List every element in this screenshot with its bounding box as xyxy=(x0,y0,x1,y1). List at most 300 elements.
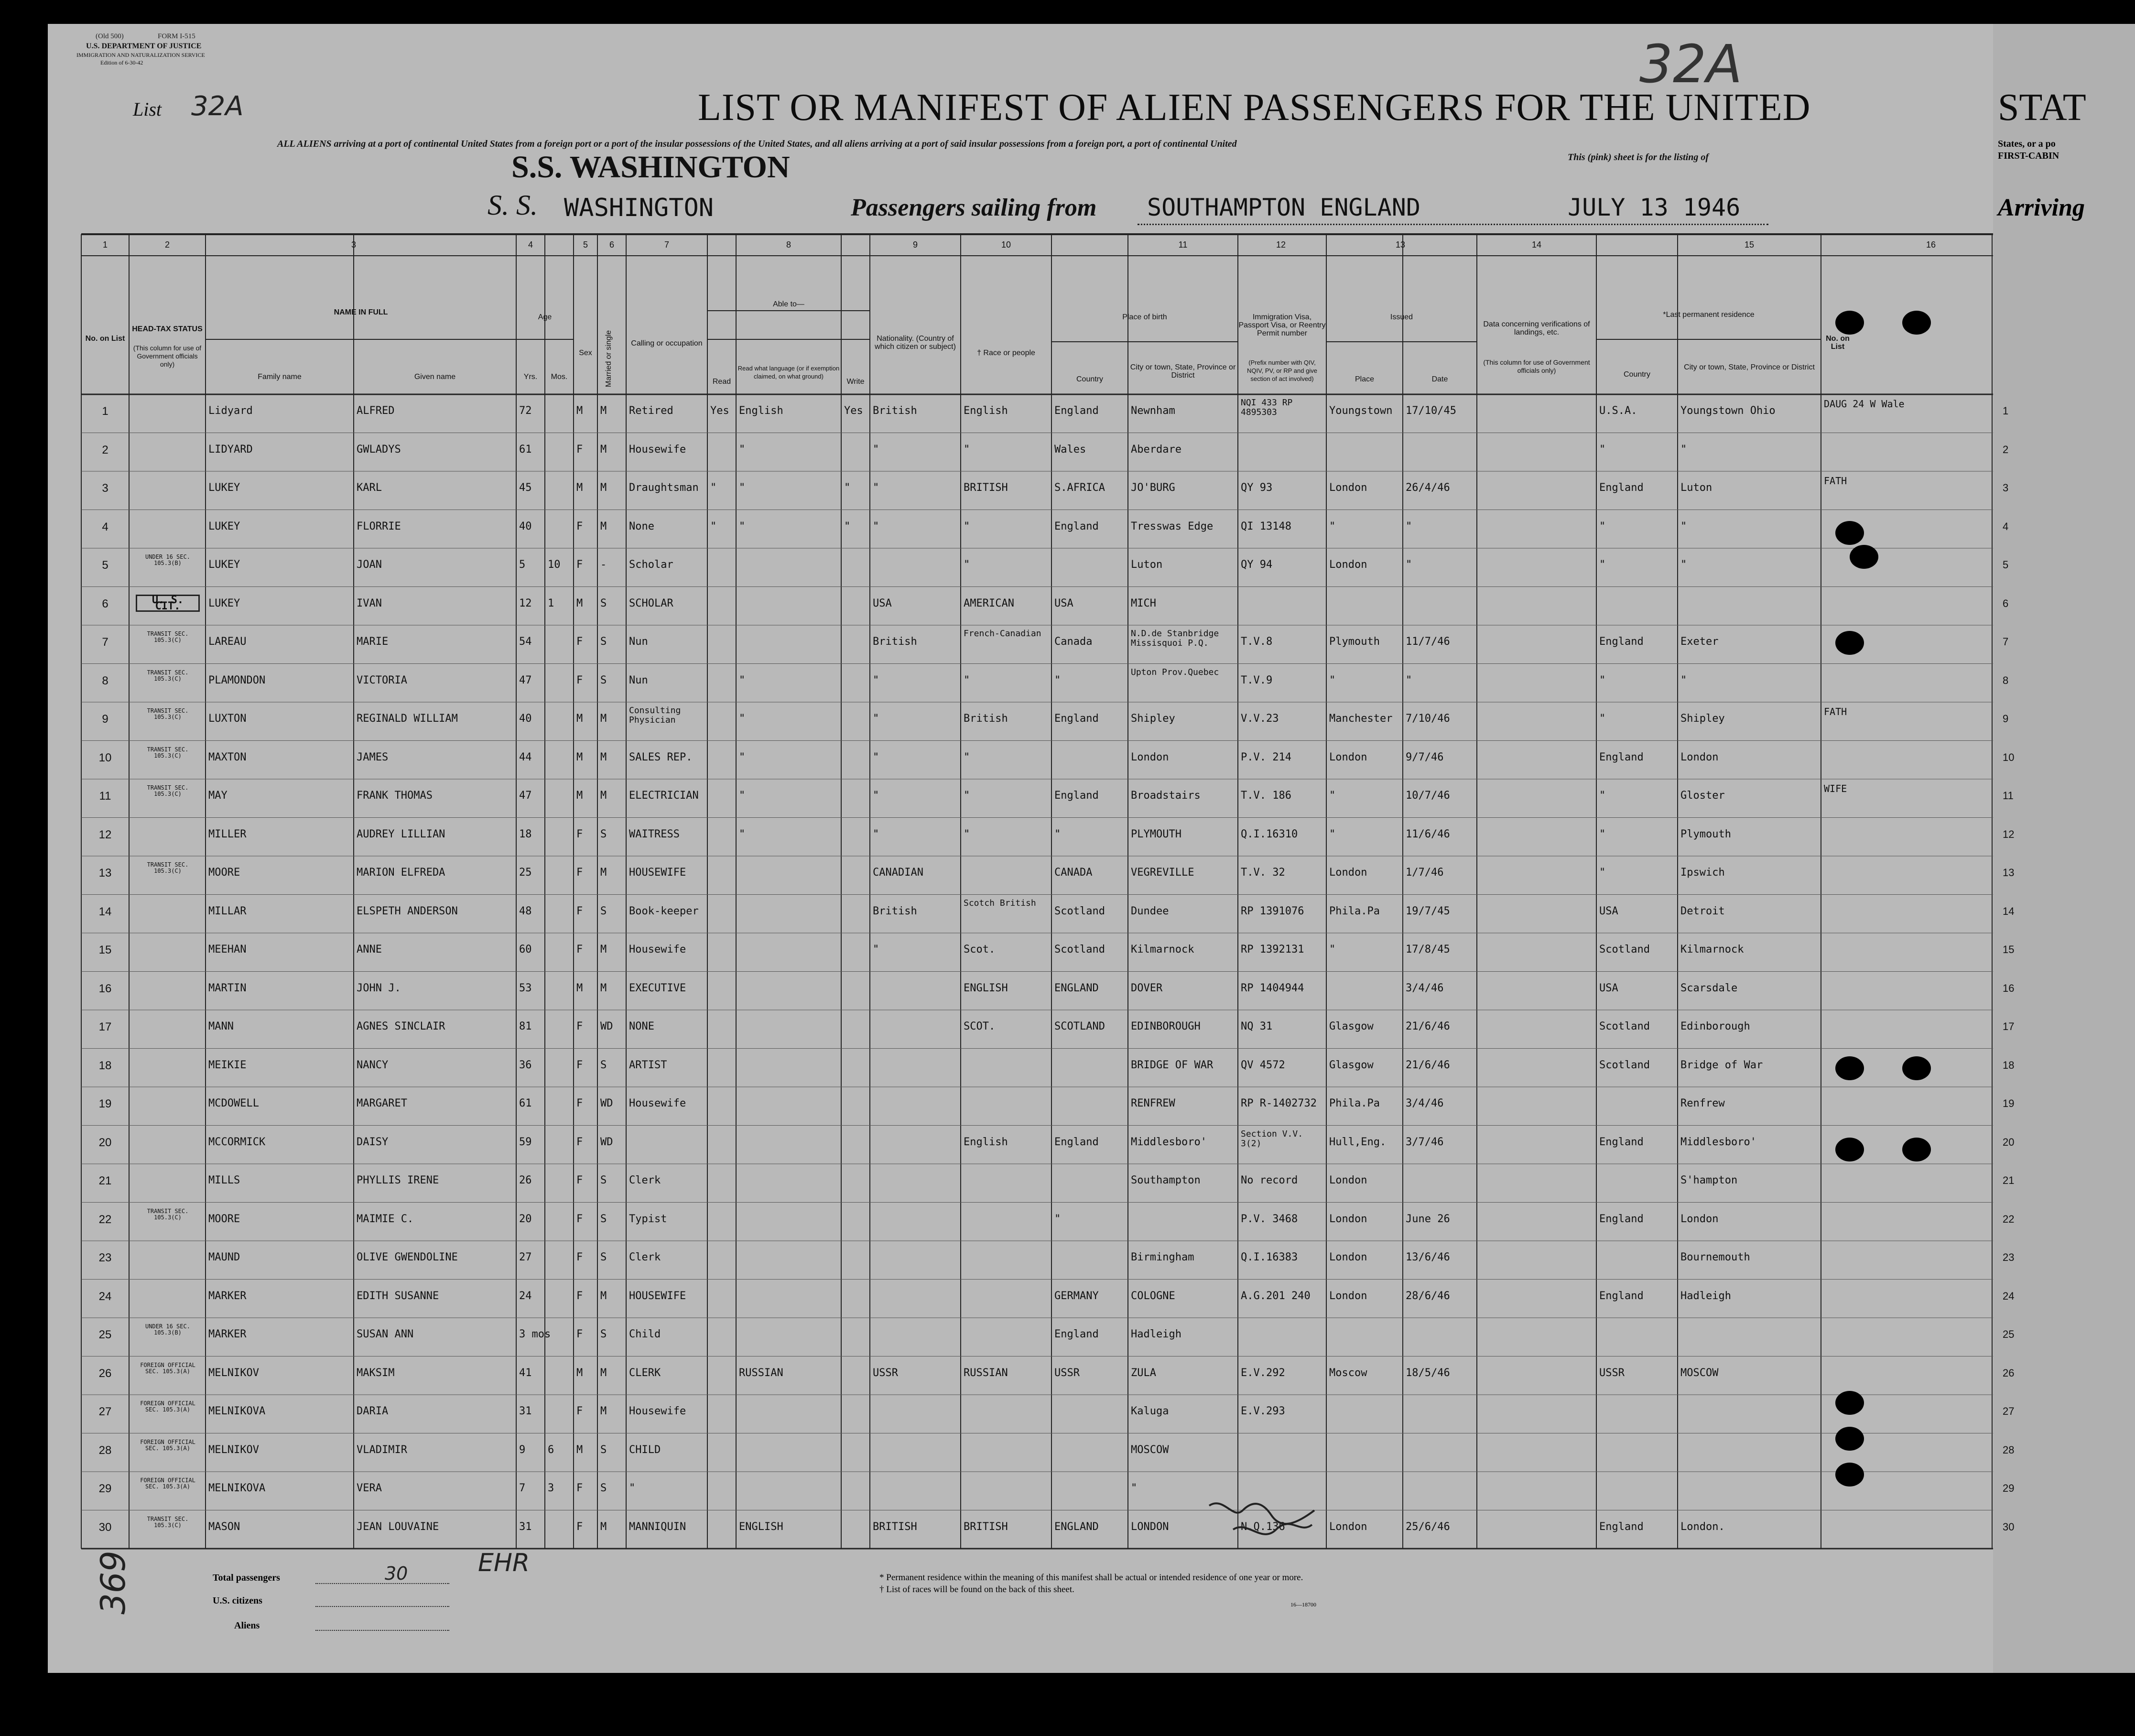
cell-sex: F xyxy=(576,1174,583,1186)
header-given-name: Given name xyxy=(414,373,456,381)
cell-tax: TRANSIT SEC. 105.3(C) xyxy=(147,1207,189,1221)
header-yrs: Yrs. xyxy=(523,373,538,381)
cell-no: 15 xyxy=(98,944,112,956)
cell-rcountry: Scotland xyxy=(1599,1020,1650,1032)
cell-nat: British xyxy=(873,636,917,648)
cell-ms: M xyxy=(600,1405,607,1417)
total-passengers-value: 30 xyxy=(385,1563,408,1584)
cell-idate: 11/7/46 xyxy=(1406,636,1450,648)
cell-bcountry: USA xyxy=(1054,597,1073,609)
cell-visa: V.V.23 xyxy=(1241,713,1279,725)
header-write: Write xyxy=(846,378,865,386)
cell-iplace: " xyxy=(1329,944,1336,955)
cell-race: " xyxy=(964,674,970,686)
instructions: ALL ALIENS arriving at a port of continental United States from a foreign port or a port of the insular possessions of the United States, and all aliens arriving at a port of said insular possessions from a foreign port, a port of continental United xyxy=(277,139,1237,149)
cell-nat: " xyxy=(873,443,879,456)
cell-bcity: RENFREW xyxy=(1131,1097,1175,1109)
cell-rcountry: Scotland xyxy=(1599,1059,1650,1071)
manifest-title: LIST OR MANIFEST OF ALIEN PASSENGERS FOR THE UNITED xyxy=(698,87,1811,129)
cell-ms: - xyxy=(600,559,607,571)
header-issued: Issued xyxy=(1390,313,1413,321)
cell-rcountry: " xyxy=(1599,559,1606,571)
cell-yrs: 59 xyxy=(519,1136,532,1148)
cell-nat: " xyxy=(873,520,879,532)
cell-rcountry: England xyxy=(1599,1136,1644,1148)
cell-yrs: 31 xyxy=(519,1405,532,1417)
punch-hole xyxy=(1835,1391,1864,1415)
cell-given: ANNE xyxy=(357,944,382,955)
cell-family: MILLER xyxy=(208,828,247,840)
cell-iplace: Manchester xyxy=(1329,713,1393,725)
cell-calling: Consulting Physician xyxy=(629,705,681,725)
next-sheet-row-number: 8 xyxy=(2003,674,2009,686)
cell-sex: M xyxy=(576,405,583,417)
punch-hole xyxy=(1835,631,1864,655)
cell-calling: Nun xyxy=(629,636,648,648)
next-sheet-row-number: 11 xyxy=(2003,790,2014,802)
cell-bcity: Birmingham xyxy=(1131,1251,1194,1263)
cell-idate: 10/7/46 xyxy=(1406,790,1450,802)
cell-bcity: COLOGNE xyxy=(1131,1290,1175,1302)
column-number: 6 xyxy=(609,240,614,250)
cell-yrs: 36 xyxy=(519,1059,532,1071)
cell-given: VLADIMIR xyxy=(357,1443,407,1456)
cell-family: LUKEY xyxy=(208,520,240,532)
cell-idate: 17/8/45 xyxy=(1406,944,1450,955)
cell-bcountry: SCOTLAND xyxy=(1054,1020,1105,1032)
cell-iplace: London xyxy=(1329,867,1367,879)
cell-yrs: 9 xyxy=(519,1443,526,1456)
cell-rcity: " xyxy=(1680,674,1687,686)
cell-no: 11 xyxy=(99,790,111,803)
cell-visa: QY 93 xyxy=(1241,482,1273,494)
cell-sex: F xyxy=(576,520,583,532)
total-passengers-label: Total passengers xyxy=(213,1573,280,1583)
cell-no: 13 xyxy=(98,867,112,879)
cell-bcity: JO'BURG xyxy=(1131,482,1175,494)
cell-rcountry: " xyxy=(1599,790,1606,802)
cell-rcountry: USSR xyxy=(1599,1367,1625,1379)
cell-yrs: 45 xyxy=(519,482,532,494)
cell-lang: " xyxy=(739,790,746,802)
cell-yrs: 41 xyxy=(519,1367,532,1379)
header-read: Read xyxy=(712,378,731,386)
cell-sex: F xyxy=(576,1136,583,1148)
cell-right: DAUG 24 W Wale xyxy=(1824,398,1905,410)
cell-bcity: MICH xyxy=(1131,597,1156,609)
cell-lang: " xyxy=(739,520,746,532)
cell-tax: U. S. CIT. xyxy=(136,595,200,612)
cell-bcity: Tresswas Edge xyxy=(1131,520,1214,532)
cell-visa: RP 1391076 xyxy=(1241,905,1304,917)
cell-bcountry: Wales xyxy=(1054,443,1086,456)
cell-race: " xyxy=(964,790,970,802)
cell-ms: M xyxy=(600,405,607,417)
cell-family: MARKER xyxy=(208,1328,247,1340)
cell-yrs: 44 xyxy=(519,751,532,763)
cell-idate: 25/6/46 xyxy=(1406,1520,1450,1533)
next-sheet-row-number: 22 xyxy=(2003,1213,2015,1225)
cell-ms: S xyxy=(600,1213,607,1225)
header-head-tax-note: (This column for use of Government officials only) xyxy=(133,344,202,368)
cell-yrs: 72 xyxy=(519,405,532,417)
column-number: 4 xyxy=(528,240,533,250)
cell-rcity: Kilmarnock xyxy=(1680,944,1744,955)
cell-sex: F xyxy=(576,1290,583,1302)
cell-calling: Housewife xyxy=(629,944,686,955)
cell-no: 23 xyxy=(98,1251,112,1264)
column-number: 2 xyxy=(164,240,170,250)
cell-bcity: Dundee xyxy=(1131,905,1169,917)
cell-ms: M xyxy=(600,1520,607,1533)
cell-calling: SALES REP. xyxy=(629,751,693,763)
cell-no: 5 xyxy=(102,559,108,572)
next-sheet-row-number: 28 xyxy=(2003,1443,2015,1456)
header-last-residence: *Last permanent residence xyxy=(1663,311,1755,319)
cell-visa: T.V. 186 xyxy=(1241,790,1291,802)
footnote-residence: * Permanent residence within the meaning of this manifest shall be actual or intended residence of one year or more. xyxy=(879,1573,1303,1583)
initials: EHR xyxy=(478,1549,530,1577)
cell-family: MELNIKOV xyxy=(208,1443,259,1456)
form-code: FORM I-515 xyxy=(158,33,195,40)
cell-mos: 10 xyxy=(548,559,561,571)
cell-calling: Retired xyxy=(629,405,673,417)
cell-sex: M xyxy=(576,1367,583,1379)
cell-yrs: 31 xyxy=(519,1520,532,1533)
cell-rcity: Exeter xyxy=(1680,636,1719,648)
cell-no: 21 xyxy=(98,1174,112,1187)
cell-sex: F xyxy=(576,1213,583,1225)
cell-bcountry: Scotland xyxy=(1054,944,1105,955)
cell-yrs: 53 xyxy=(519,982,532,994)
cell-family: MASON xyxy=(208,1520,240,1533)
cell-visa: NQI 433 RP 4895303 xyxy=(1241,398,1293,417)
cell-no: 26 xyxy=(98,1367,112,1380)
column-number: 8 xyxy=(786,240,791,250)
cell-rcity: Shipley xyxy=(1680,713,1725,725)
cell-no: 3 xyxy=(102,482,108,495)
cell-yrs: 24 xyxy=(519,1290,532,1302)
cell-rcity: Scarsdale xyxy=(1680,982,1738,994)
cell-lang: " xyxy=(739,482,746,494)
header-read-lang: Read what language (or if exemption claimed, on what ground) xyxy=(737,365,840,380)
sailing-label: Passengers sailing from xyxy=(851,194,1097,221)
cell-calling: Typist xyxy=(629,1213,667,1225)
next-sheet-row-number: 30 xyxy=(2003,1520,2015,1533)
cell-iplace: London xyxy=(1329,1174,1367,1186)
cell-no: 14 xyxy=(98,905,112,918)
cell-family: MARKER xyxy=(208,1290,247,1302)
cell-sex: F xyxy=(576,443,583,456)
cell-given: REGINALD WILLIAM xyxy=(357,713,458,725)
cell-rcountry: " xyxy=(1599,443,1606,456)
cell-ms: WD xyxy=(600,1020,613,1032)
column-number: 11 xyxy=(1178,240,1188,250)
cell-sex: M xyxy=(576,790,583,802)
cell-rcity: " xyxy=(1680,443,1687,456)
punch-hole xyxy=(1902,1056,1931,1080)
cell-given: JEAN LOUVAINE xyxy=(357,1520,439,1533)
cell-bcountry: " xyxy=(1054,828,1061,840)
cell-sex: F xyxy=(576,1328,583,1340)
cell-iplace: London xyxy=(1329,559,1367,571)
cell-idate: 9/7/46 xyxy=(1406,751,1444,763)
cell-sex: M xyxy=(576,1443,583,1456)
cell-yrs: 40 xyxy=(519,713,532,725)
cell-sex: F xyxy=(576,944,583,955)
cell-rcity: Plymouth xyxy=(1680,828,1731,840)
cell-calling: Housewife xyxy=(629,443,686,456)
cell-given: JAMES xyxy=(357,751,389,763)
cell-rcity: " xyxy=(1680,559,1687,571)
cell-nat: British xyxy=(873,905,917,917)
header-sex: Sex xyxy=(579,349,592,357)
next-sheet-row-number: 6 xyxy=(2003,597,2009,609)
cell-race: " xyxy=(964,751,970,763)
cell-lang: ENGLISH xyxy=(739,1520,783,1533)
cell-calling: " xyxy=(629,1482,636,1494)
cell-bcity: Shipley xyxy=(1131,713,1175,725)
cell-family: MCDOWELL xyxy=(208,1097,259,1109)
cell-yrs: 48 xyxy=(519,905,532,917)
cell-tax: TRANSIT SEC. 105.3(C) xyxy=(147,784,189,797)
column-number: 13 xyxy=(1395,240,1406,250)
cell-yrs: 5 xyxy=(519,559,526,571)
cell-ms: S xyxy=(600,597,607,609)
cell-nat: " xyxy=(873,828,879,840)
punch-hole xyxy=(1835,1138,1864,1161)
cell-idate: 26/4/46 xyxy=(1406,482,1450,494)
next-sheet-row-number: 25 xyxy=(2003,1328,2015,1340)
cell-tax: TRANSIT SEC. 105.3(C) xyxy=(147,630,189,643)
cell-iplace: London xyxy=(1329,1251,1367,1263)
header-no-on-list-right: No. on List xyxy=(1826,335,1850,351)
cell-bcountry: ENGLAND xyxy=(1054,982,1099,994)
cell-bcountry: England xyxy=(1054,1136,1099,1148)
cell-calling: SCHOLAR xyxy=(629,597,673,609)
header-nationality: Nationality. (Country of which citizen or subject) xyxy=(875,335,956,351)
column-number: 16 xyxy=(1926,240,1936,250)
cell-bcity: N.D.de Stanbridge Missisquoi P.Q. xyxy=(1131,629,1219,648)
cell-bcity: Luton xyxy=(1131,559,1163,571)
cell-family: MAY xyxy=(208,790,228,802)
cell-iplace: Glasgow xyxy=(1329,1059,1374,1071)
next-sheet-row-number: 15 xyxy=(2003,944,2015,955)
cell-yrs: 47 xyxy=(519,790,532,802)
header-mos: Mos. xyxy=(551,373,568,381)
header-res-city: City or town, State, Province or District xyxy=(1684,363,1815,371)
old-form-code: (Old 500) xyxy=(96,33,124,40)
header-calling: Calling or occupation xyxy=(631,339,703,347)
cell-family: MEEHAN xyxy=(208,944,247,955)
header-country: Country xyxy=(1076,375,1104,383)
cell-ms: WD xyxy=(600,1136,613,1148)
cell-read: " xyxy=(710,520,717,532)
next-sheet-row-number: 24 xyxy=(2003,1290,2015,1302)
header-place-of-birth: Place of birth xyxy=(1122,313,1167,321)
cell-ms: S xyxy=(600,1174,607,1186)
cell-rcity: MOSCOW xyxy=(1680,1367,1719,1379)
cell-bcity: Upton Prov.Quebec xyxy=(1131,667,1219,677)
cell-read: Yes xyxy=(710,405,729,417)
cell-idate: 18/5/46 xyxy=(1406,1367,1450,1379)
cell-bcountry: " xyxy=(1054,1213,1061,1225)
cell-visa: T.V.8 xyxy=(1241,636,1273,648)
cell-no: 7 xyxy=(102,636,108,649)
cell-nat: CANADIAN xyxy=(873,867,923,879)
cell-given: JOHN J. xyxy=(357,982,401,994)
cell-visa: Q.I.16383 xyxy=(1241,1251,1298,1263)
cell-family: MELNIKOVA xyxy=(208,1482,266,1494)
next-sheet-row-number: 18 xyxy=(2003,1059,2015,1071)
cell-nat: USA xyxy=(873,597,892,609)
cell-rcountry: USA xyxy=(1599,982,1618,994)
cell-given: MARIE xyxy=(357,636,389,648)
cell-bcity: Broadstairs xyxy=(1131,790,1201,802)
cell-no: 1 xyxy=(102,405,108,418)
next-instructions: States, or a po xyxy=(1998,139,2056,149)
cell-race: English xyxy=(964,405,1008,417)
cell-tax: TRANSIT SEC. 105.3(C) xyxy=(147,1515,189,1529)
cell-sex: M xyxy=(576,982,583,994)
arriving-label: Arriving xyxy=(1998,194,2085,221)
cell-race: Scotch British xyxy=(964,898,1036,908)
cell-lang: " xyxy=(739,751,746,763)
cell-bcity: LONDON xyxy=(1131,1520,1169,1533)
header-city: City or town, State, Province or District xyxy=(1130,363,1236,380)
cell-tax: FOREIGN OFFICIAL SEC. 105.3(A) xyxy=(140,1477,195,1490)
cell-ms: S xyxy=(600,828,607,840)
next-sheet-row-number: 27 xyxy=(2003,1405,2015,1417)
next-sheet-row-number: 17 xyxy=(2003,1020,2015,1032)
cell-tax: TRANSIT SEC. 105.3(C) xyxy=(147,707,189,720)
cell-bcountry: England xyxy=(1054,520,1099,532)
cell-rcountry: " xyxy=(1599,867,1606,879)
cell-yrs: 25 xyxy=(519,867,532,879)
cell-sex: F xyxy=(576,1405,583,1417)
cell-family: LUKEY xyxy=(208,559,240,571)
cell-ms: M xyxy=(600,1290,607,1302)
cell-sex: F xyxy=(576,636,583,648)
cell-given: AGNES SINCLAIR xyxy=(357,1020,445,1032)
cell-no: 20 xyxy=(98,1136,112,1149)
cell-yrs: 81 xyxy=(519,1020,532,1032)
cell-idate: June 26 xyxy=(1406,1213,1450,1225)
cell-bcity: London xyxy=(1131,751,1169,763)
next-sheet-row-number: 20 xyxy=(2003,1136,2015,1148)
cell-nat: " xyxy=(873,751,879,763)
cell-yrs: 7 xyxy=(519,1482,526,1494)
cell-rcountry: England xyxy=(1599,751,1644,763)
cell-family: MELNIKOV xyxy=(208,1367,259,1379)
cell-given: FRANK THOMAS xyxy=(357,790,433,802)
cell-idate: 11/6/46 xyxy=(1406,828,1450,840)
cell-yrs: 18 xyxy=(519,828,532,840)
cell-nat: " xyxy=(873,482,879,494)
cell-iplace: London xyxy=(1329,482,1367,494)
cell-visa: QI 13148 xyxy=(1241,520,1291,532)
cell-given: DAISY xyxy=(357,1136,389,1148)
cell-calling: None xyxy=(629,520,654,532)
cell-iplace: " xyxy=(1329,790,1336,802)
next-sheet-row-number: 19 xyxy=(2003,1097,2015,1109)
cell-family: MANN xyxy=(208,1020,234,1032)
next-sheet-row-number: 13 xyxy=(2003,867,2015,879)
cell-family: MARTIN xyxy=(208,982,247,994)
cell-right: FATH xyxy=(1824,706,1847,717)
cell-nat: BRITISH xyxy=(873,1520,917,1533)
cell-visa: Section V.V. 3(2) xyxy=(1241,1128,1303,1149)
cell-visa: T.V. 32 xyxy=(1241,867,1285,879)
ship-label: S. S. xyxy=(488,189,538,221)
next-sheet-row-number: 4 xyxy=(2003,520,2009,532)
cell-visa: A.G.201 240 xyxy=(1241,1290,1311,1302)
header-age: Age xyxy=(538,313,552,321)
cell-family: PLAMONDON xyxy=(208,674,266,686)
header-place: Place xyxy=(1355,375,1375,383)
cell-race: AMERICAN xyxy=(964,597,1014,609)
cell-no: 19 xyxy=(98,1097,112,1110)
cell-bcity: BRIDGE OF WAR xyxy=(1131,1059,1214,1071)
cell-yrs: 26 xyxy=(519,1174,532,1186)
cell-sex: M xyxy=(576,751,583,763)
punch-hole xyxy=(1835,1427,1864,1451)
cell-tax: UNDER 16 SEC. 105.3(B) xyxy=(145,1323,190,1336)
cell-race: " xyxy=(964,559,970,571)
cell-iplace: Glasgow xyxy=(1329,1020,1374,1032)
next-sheet-row-number: 3 xyxy=(2003,482,2009,494)
aliens-label: Aliens xyxy=(234,1620,260,1631)
cell-visa: Q.I.16310 xyxy=(1241,828,1298,840)
next-sheet-row-number: 23 xyxy=(2003,1251,2015,1263)
header-married: Married or single xyxy=(605,330,613,387)
cell-bcity: " xyxy=(1131,1482,1138,1494)
cell-lang: English xyxy=(739,405,783,417)
cell-tax: FOREIGN OFFICIAL SEC. 105.3(A) xyxy=(140,1400,195,1413)
cell-calling: HOUSEWIFE xyxy=(629,1290,686,1302)
punch-hole xyxy=(1835,311,1864,335)
punch-hole xyxy=(1835,521,1864,545)
cell-no: 25 xyxy=(98,1328,112,1341)
next-instructions-2: FIRST-CABIN xyxy=(1998,151,2059,161)
cell-race: " xyxy=(964,828,970,840)
cell-bcountry: Canada xyxy=(1054,636,1093,648)
cell-iplace: " xyxy=(1329,520,1336,532)
cell-bcity: VEGREVILLE xyxy=(1131,867,1194,879)
next-sheet-row-number: 21 xyxy=(2003,1174,2015,1186)
cell-tax: FOREIGN OFFICIAL SEC. 105.3(A) xyxy=(140,1438,195,1452)
cell-no: 22 xyxy=(98,1213,112,1226)
cell-nat: " xyxy=(873,790,879,802)
cell-no: 17 xyxy=(98,1020,112,1033)
cell-lang: RUSSIAN xyxy=(739,1367,783,1379)
cell-calling: CHILD xyxy=(629,1443,661,1456)
header-race: † Race or people xyxy=(977,349,1035,357)
cell-rcountry: USA xyxy=(1599,905,1618,917)
cell-race: RUSSIAN xyxy=(964,1367,1008,1379)
cell-bcountry: Scotland xyxy=(1054,905,1105,917)
cell-calling: ELECTRICIAN xyxy=(629,790,699,802)
cell-write: Yes xyxy=(844,405,863,417)
cell-bcity: Middlesboro' xyxy=(1131,1136,1207,1148)
cell-idate: 3/7/46 xyxy=(1406,1136,1444,1148)
cell-family: MOORE xyxy=(208,1213,240,1225)
us-citizens-label: U.S. citizens xyxy=(213,1595,262,1606)
cell-tax: TRANSIT SEC. 105.3(C) xyxy=(147,746,189,759)
cell-family: LUKEY xyxy=(208,482,240,494)
cell-no: 9 xyxy=(102,713,108,726)
cell-calling: HOUSEWIFE xyxy=(629,867,686,879)
